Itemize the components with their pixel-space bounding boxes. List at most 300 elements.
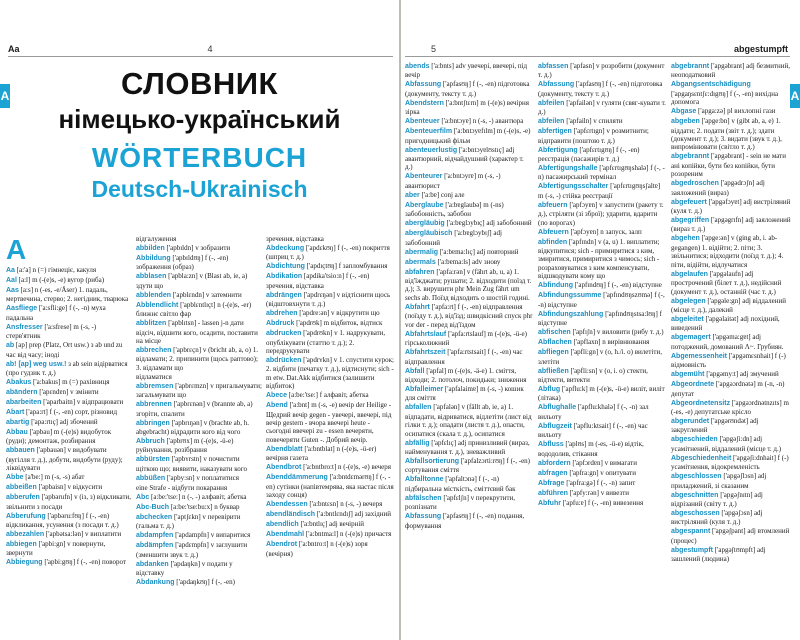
- header-rule: [8, 56, 393, 57]
- page-number-right: 5: [431, 44, 437, 54]
- dictionary-entry: [6, 473, 132, 482]
- entry-headword: Abfrage: [538, 479, 565, 487]
- dictionary-entry: [671, 179, 793, 197]
- dictionary-entry: [405, 229, 533, 247]
- dictionary-entry: [671, 370, 793, 379]
- dictionary-entry: [538, 459, 666, 468]
- entry-definition: ['a:bakus] m (=) рахівниця: [33, 378, 110, 387]
- entry-definition: ['a:bntɔyɐlʊstɪç] adj авантюрний, відчайдушний (характер т. д.): [405, 145, 524, 172]
- entry-headword: Abece: [266, 392, 288, 400]
- entry-headword: abbürsten: [136, 456, 170, 464]
- entry-headword: Ansfresser: [6, 323, 43, 331]
- dictionary-entry: [538, 127, 666, 145]
- entry-definition: ['apgəle:gn] adj віддалений (місце т. д.), далекий: [671, 296, 786, 314]
- entry-definition: [apdika'tsio:n] f (-, -en) зречення, відставка: [266, 272, 370, 290]
- entry-headword: abchecken: [136, 513, 173, 521]
- entry-definition: ['apbərufn] v (із, з) відкликати, звільнити з посади: [6, 493, 132, 511]
- dictionary-entry: [405, 117, 533, 126]
- entry-headword: ab: [6, 342, 15, 350]
- dictionary-entry: [671, 527, 793, 545]
- dictionary-entry: [136, 301, 262, 319]
- entry-headword: Abgeordnetensitz: [671, 399, 731, 407]
- entry-definition: ['a:bntlɪç] adj вечірній: [300, 520, 365, 529]
- entry-headword: Abendbrot: [266, 464, 302, 472]
- dictionary-entry: [136, 455, 262, 473]
- entry-headword: abfassen: [538, 63, 569, 70]
- entry-definition: ['apbrɛçn] v (bricht ab, a, o) 1. відламати; 2. припинити (щось раптово); 3. відламати що: [136, 346, 259, 372]
- entry-headword: abblasen: [136, 273, 167, 281]
- entry-headword: Abdeckung: [266, 245, 305, 252]
- entry-definition: ['apblɪtsn] - lassen j-n дати відсіч, відшити кого, осадити, поставити на місце: [136, 319, 258, 346]
- entry-headword: Abbe: [6, 474, 24, 482]
- dictionary-entry: [538, 310, 666, 328]
- entry-definition: ['apbɪldn] v зобразити: [166, 244, 231, 252]
- entry-definition: ['a:sfli:ge] f (-, -n) муха падальна: [6, 304, 106, 322]
- running-head-right: abgestumpft: [734, 44, 788, 54]
- dictionary-entry: [136, 503, 262, 512]
- entry-definition: ['apflu:khalə] f (-, -n) зал вильоту: [538, 403, 649, 421]
- entry-headword: Abdichtung: [266, 263, 305, 271]
- entry-headword: Aasfliege: [6, 305, 38, 313]
- dictionary-entry: [266, 319, 394, 328]
- entry-definition: ['apfy:rən] v вивезти: [569, 488, 630, 497]
- dictionary-entry: [671, 380, 793, 398]
- entry-definition: ['apfɛrtɪgn] v розмитнити; відправити (поштою т. д.): [538, 127, 649, 145]
- dictionary-entry: [6, 493, 132, 511]
- dictionary-entry: [266, 291, 394, 309]
- dictionary-entry: [136, 419, 262, 437]
- entry-headword: abbilden: [136, 245, 165, 252]
- dictionary-entry: [136, 346, 262, 372]
- entry-definition: ['apfailən] v гуляти (свяг-кувати т. д.): [538, 98, 666, 117]
- dictionary-entry: [405, 348, 533, 366]
- section-letter: A: [6, 234, 27, 265]
- entry-headword: Abfall: [405, 367, 425, 375]
- entry-headword: Abenteuer: [405, 118, 440, 126]
- dictionary-entry: [136, 493, 262, 502]
- dictionary-entry: [136, 531, 262, 540]
- entry-headword: abbeißen: [6, 484, 37, 492]
- entry-headword: abfallen: [405, 404, 432, 412]
- entry-headword: aber: [405, 191, 420, 199]
- dictionary-entry: [136, 484, 262, 492]
- entry-definition: ['apfɔyɐn] v запустити (ракету т. д.), стріляти (зі зброї); ударити, вдарити (по ворогах): [538, 200, 664, 227]
- entry-headword: Abfluss: [538, 441, 564, 449]
- dictionary-entry: [538, 328, 666, 337]
- entry-definition: ['apfɔrdɐn] v вимагати: [572, 458, 637, 467]
- entry-definition: ['a:bntdɛmərʊŋ] f (-, -en) сутінки (напівтемрява, яка настає після заходу сонця): [266, 473, 394, 500]
- dictionary-entry: [405, 146, 533, 172]
- entry-definition: з ab sein відірватися (про гудзик т. д.): [6, 359, 128, 378]
- dictionary-entry: [671, 509, 793, 527]
- entry-headword: Abfertigungsschalter: [538, 183, 609, 191]
- entry-headword: abenteuerlustig: [405, 146, 458, 154]
- dictionary-entry: [6, 530, 132, 539]
- entry-headword: abgelegen: [671, 297, 706, 305]
- dictionary-entry: [266, 530, 394, 539]
- entry-headword: abbrechen: [136, 347, 172, 355]
- dictionary-entry: [405, 403, 533, 438]
- entry-definition: ['apfɪndʊŋszʊmə] f (-, -n) відступне: [538, 291, 665, 309]
- entry-definition: ['apbrɛnən] v (brannte ab, a) згоріти, спалити: [136, 400, 253, 418]
- title-ua-line2: німецько-український: [58, 104, 341, 134]
- dictionary-entry: [671, 546, 793, 564]
- dictionary-entry: [136, 382, 262, 400]
- entry-headword: abgebrannt: [671, 153, 710, 161]
- entry-headword: Abendblatt: [266, 445, 303, 453]
- dictionary-entry: [405, 258, 533, 267]
- dictionary-entry: [538, 367, 666, 385]
- dictionary-entry: [405, 201, 533, 219]
- entry-definition: ['apgəma:gɐt] adj потоджений, домований Λ~. Грубиян.: [671, 333, 784, 351]
- entry-definition: ['apbau] m (-(e)s) видобуток (руди); демонтаж, розбирання: [6, 428, 112, 446]
- dictionary-entry: [671, 472, 793, 490]
- entry-definition: ['a:bɐglaubə] m (-ns) забобонність, забобон: [405, 200, 504, 219]
- entry-definition: ['a:bɐma:lɪç] adj повторний: [439, 247, 519, 256]
- entry-definition: ['a:bntɛsn] n (-s, -) вечеря: [309, 500, 383, 509]
- dictionary-entry: [6, 360, 132, 378]
- dictionary-entry: [266, 244, 394, 262]
- entry-headword: abdrehen: [266, 310, 298, 318]
- entry-headword: abgebrannt: [671, 63, 710, 70]
- dictionary-entry: [6, 378, 132, 387]
- entry-headword: Abakus: [6, 379, 32, 387]
- entry-definition: ['apgəbrant] - sein не мати ані копійки, бути без копійки, бути розореним: [671, 152, 786, 179]
- entry-headword: abbezahlen: [6, 531, 45, 539]
- dictionary-entry: [671, 333, 793, 351]
- entry-definition: ['a:bɐglɔybɪç] adj забобонний: [446, 219, 532, 228]
- dictionary-entry: [136, 319, 262, 345]
- dictionary-entry: [538, 117, 666, 126]
- dictionary-entry: [405, 385, 533, 403]
- dictionary-entry: [136, 578, 262, 587]
- entry-headword: Abdankung: [136, 579, 175, 587]
- dictionary-entry: [405, 80, 533, 98]
- dictionary-entry: [266, 540, 394, 558]
- entry-definition: ['apbi:gn] v повернути, звернути: [6, 540, 106, 558]
- dictionary-entry: [136, 254, 262, 272]
- entry-definition: ['apɛndɐn] v змінити: [39, 388, 99, 397]
- entry-definition: ['apfli:sn] v (o, i. o) стекти, відтекти, витекти: [538, 366, 648, 384]
- entry-headword: Abfalltonne: [405, 476, 444, 484]
- entry-definition: ['apbətsa:lən] v виплатити: [45, 530, 122, 539]
- entry-definition: ['apfɔyɐn] n запуск, залп: [570, 227, 642, 236]
- entry-definition: ['apgəmɛsnhait] f (-) відмовність: [671, 351, 786, 370]
- dictionary-entry: [538, 281, 666, 290]
- dictionary-entry: [266, 520, 394, 529]
- entry-definition: ['a:bntɔyrɐ] m (-s, -) авантюрист: [405, 172, 501, 190]
- entry-definition: eine Strafe - відбути покарання: [136, 483, 228, 492]
- dictionary-entry: [136, 560, 262, 578]
- entry-definition: ['apbɪldʊŋ] f (-, -en) зображення (образ): [136, 254, 229, 272]
- entry-definition: ['apdrʊk] m відбиток, відтиск: [296, 319, 383, 328]
- header-rule: [405, 56, 790, 57]
- entry-headword: Abfertigung: [538, 146, 578, 154]
- entry-definition: ['apge:bn] v (gibt ab, a, e) 1. віддати; 2. подати (звіт т. д.); здати (документ т. д.); 3. видати (звук т. д.), випромінювати (світло т. д.): [671, 117, 782, 152]
- entry-headword: Abgangsentschädigung: [671, 81, 751, 89]
- entry-headword: abgeben: [671, 118, 700, 126]
- entry-definition: [ap] prep (Platz, Ort usw.) з ab und zu час від часу; іноді: [6, 341, 123, 359]
- dictionary-entry: [538, 182, 666, 200]
- entry-headword: Aal: [6, 277, 17, 284]
- dictionary-entry: [136, 373, 262, 381]
- entry-definition: ['apfra:gn] v опитувати: [569, 468, 636, 477]
- entry-definition: ['apdrʊkn] v 1. надрукувати, опублікувати (статтю т. д.); 2. передрукувати: [266, 329, 386, 356]
- entry-headword: abgeleitet: [671, 315, 704, 323]
- entry-headword: abgerundet: [671, 417, 710, 425]
- entry-definition: ['apflu:k] m (-(e)s, -ü-e) виліт, виліт (літака): [538, 384, 665, 403]
- entry-headword: abgestumpft: [671, 546, 713, 554]
- entry-definition: ['apgəfɔyɐt] adj вистріляний (куля т. д.): [671, 197, 791, 216]
- left-page: [0, 0, 399, 640]
- thumb-tab-left[interactable]: A: [0, 84, 10, 108]
- entry-headword: Aa: [6, 267, 15, 274]
- entry-headword: abfordern: [538, 459, 571, 467]
- thumb-tab-right[interactable]: A: [790, 84, 800, 108]
- dictionary-entry: [538, 338, 666, 347]
- entry-definition: ['apfɛrtɪgʊŋsʃaltɐ] m (-s, -) стійка реєстрації: [538, 182, 661, 200]
- dictionary-entry: [671, 216, 793, 234]
- entry-headword: Abfindungszahlung: [538, 310, 604, 318]
- dictionary-entry: [538, 146, 666, 164]
- entry-headword: Abendrot: [266, 541, 298, 549]
- dictionary-entry: [266, 473, 394, 499]
- dictionary-entry: [136, 474, 262, 483]
- entry-headword: Abblendlicht: [136, 301, 179, 309]
- entry-headword: abfeilen: [538, 99, 565, 107]
- entry-definition: ['apflaxn] n вирівнювання: [573, 338, 650, 347]
- entry-headword: Abfassung: [405, 513, 442, 521]
- entry-headword: abgeschossen: [671, 509, 720, 517]
- entry-definition: ['apfalən] v (fällt ab, ie, a) 1. відпадати, відриватися, відлетіти (лист від гілки т. д.); опадати (листя т. д.), опасти, осипатися (скала т. д.), осипатися: [405, 403, 532, 438]
- entry-headword: abgelaufen: [671, 270, 708, 278]
- entry-headword: abblenden: [136, 291, 172, 299]
- right-page: [401, 0, 800, 640]
- entry-definition: ['apbauən] v видобувати (вугілля т. д.), добути, видобути (руду); ліквідувати: [6, 446, 123, 473]
- entry-headword: Abgase: [671, 108, 697, 116]
- entry-definition: ['apfasʊŋ] f (-, -en) підготовка (документу, тексту т. д.): [405, 80, 530, 98]
- entry-definition: ['apbəru:fʊŋ] f (-, -en) відкликання, усунення (з посади т. д.): [6, 511, 119, 530]
- dictionary-entry: [6, 558, 132, 567]
- entry-headword: Abberufung: [6, 512, 46, 520]
- entry-definition: ['apgəɔrdnətə] m (-n, -n) депутат: [671, 380, 785, 398]
- dictionary-entry: [6, 388, 132, 397]
- entry-definition: ['a:bntma:l] n (-(e)s) причастя: [305, 530, 392, 539]
- entry-headword: Abflug: [538, 385, 561, 393]
- entry-definition: ['apfɛrtɪgʊŋ] f (-, -en) реєстрація (пасажирів т. д.): [538, 145, 640, 164]
- entry-definition: ['apdaŋkʊŋ] f (-, -en): [176, 578, 235, 587]
- dictionary-entry: [6, 304, 132, 322]
- entry-definition: ['apgəlaitət] adj похідний, виведений: [671, 314, 780, 333]
- entry-headword: Abflughalle: [538, 404, 577, 412]
- entry-headword: Abfallsortierung: [405, 457, 460, 465]
- entry-headword: Abgeschiedenheit: [671, 454, 732, 462]
- dictionary-entry: [538, 201, 666, 227]
- entry-headword: Abenddämmerung: [266, 474, 328, 482]
- dictionary-entry: [671, 198, 793, 216]
- entry-headword: abfliegen: [538, 349, 569, 357]
- dictionary-entry: [6, 398, 132, 407]
- entry-definition: [a:be:'tse:bu:x] n буквар: [170, 502, 240, 511]
- entry-definition: ['apdaŋkn] v подати у відставку: [136, 559, 233, 578]
- entry-headword: Abgemessenheit: [671, 352, 728, 360]
- entry-headword: abfinden: [538, 238, 568, 246]
- entry-headword: abbauen: [6, 447, 35, 455]
- dictionary-column: [136, 235, 262, 635]
- dictionary-entry: [136, 513, 262, 531]
- dictionary-entry: [405, 457, 533, 475]
- page-number-left: 4: [207, 44, 213, 54]
- entry-definition: ['apfal] m (-(e)s, -ä-e) 1. сміття, відходи; 2. потолоч, покидьки; зниження: [405, 366, 527, 384]
- entry-definition: ['apgəbrant] adj безмитний, неоподатковий: [671, 62, 790, 80]
- dictionary-entry: [136, 235, 262, 243]
- entry-headword: abfließen: [538, 367, 569, 375]
- entry-definition: ['apbrʊx] m (-(e)s, -ü-e) руйнування, розібрання: [136, 437, 234, 455]
- dictionary-entry: [266, 262, 394, 271]
- dictionary-entry: [405, 127, 533, 145]
- entry-headword: abgegriffen: [671, 217, 710, 225]
- entry-definition: ['apblɛntlɪçt] n (-(e)s, -er) ближнє світло фар: [136, 300, 252, 319]
- entry-definition: ['apfɪndʊŋstsa:lʊŋ] f відступне: [538, 309, 662, 328]
- dictionary-entry: [266, 235, 394, 243]
- dictionary-entry: [671, 297, 793, 315]
- entry-headword: abfeilen: [538, 118, 565, 126]
- dictionary-entry: [538, 348, 666, 366]
- entry-definition: ['apgəɔrdnətnzɪts] m (-es, -e) депутатське крісло: [671, 398, 789, 416]
- dictionary-column: [6, 235, 132, 635]
- entry-definition: ['apfɪndn] v (a, u) 1. виплатити; відкупитися; sich - примиритися з ким, змиритися, примиритися з чимось; sich - розраховуватися з ким компенсувати, відшкодувати кому що: [538, 237, 660, 281]
- entry-definition: ['aptʃɛkn] v перевірити (гальма т. д.): [136, 512, 241, 531]
- entry-definition: ['apfli:gn] v (o, h./i. o) вилетіти, злетіти: [538, 348, 662, 366]
- entry-definition: ['apfailn] v спиляти: [566, 117, 623, 126]
- dictionary-entry: [6, 323, 132, 341]
- dictionary-entry: [538, 291, 666, 309]
- entry-headword: Abc: [136, 493, 150, 501]
- entry-definition: ['a:bntɔyɐ] n (-s, -) авантюра: [441, 117, 524, 126]
- dictionary-entry: [136, 400, 262, 418]
- dictionary-entry: [538, 403, 666, 421]
- dictionary-entry: [538, 62, 666, 80]
- entry-definition: ['apfa:rt] f (-, -en) відправлення (поїзду т. д.), від'їзд; швидкісний спуск phr vor der - перед від'їздом: [405, 302, 533, 329]
- dictionary-entry: [136, 272, 262, 290]
- entry-definition: ['apfɛlʃn] v перекрутити, розпізнати: [405, 493, 516, 512]
- dictionary-entry: [671, 152, 793, 178]
- entry-definition: ['apflu:ktsait] f (-, -en) час вильоту: [538, 421, 648, 440]
- entry-headword: Abendessen: [266, 501, 308, 509]
- entry-headword: abgeschieden: [671, 436, 718, 444]
- dictionary-entry: [6, 266, 132, 275]
- dictionary-entry: [266, 356, 394, 391]
- entry-definition: ['apgəʃɔsn] adj вистріляний (куля т. д.): [671, 508, 763, 527]
- entry-definition: ['apdrʏkn] v 1. спустити курок; 2. відбити (печатку т. д.), відтиснути; sich - m etw. Dat.Akk відбитися (залишити відбиток): [266, 356, 394, 391]
- entry-definition: ['apfaltɔnə] f (-, -n) підбиральна місткість, сміттєвий бак: [405, 475, 516, 493]
- entry-headword: abgeschnitten: [671, 491, 719, 499]
- dictionary-entry: [671, 491, 793, 509]
- entry-headword: Abfassung: [405, 81, 442, 89]
- entry-headword: Abfeuern: [538, 228, 569, 236]
- entry-definition: ['apbrɪŋən] v (brachte ab, h. abgebracht) відрадити кого від чого: [136, 418, 250, 437]
- entry-definition: ['apblɛndn] v затемнити: [172, 290, 242, 299]
- entry-definition: ['apdre:ən] v відкрутити що: [299, 309, 380, 318]
- entry-headword: Abfahrt: [405, 303, 430, 311]
- entry-definition: ['a:bntbro:t] n (-(e)s, -e) вечеря: [303, 463, 391, 472]
- dictionary-entry: [6, 276, 132, 285]
- dictionary-entry: [671, 315, 793, 333]
- dictionary-entry: [266, 309, 394, 318]
- entry-definition: ['apfɛlɪç] adj принизливий (вираз, найменування т. д.), зневажливий: [405, 438, 530, 456]
- dictionary-entry: [538, 238, 666, 281]
- title-de-line2: Deutsch-Ukrainisch: [91, 176, 308, 202]
- entry-headword: Abbiegung: [6, 559, 43, 567]
- dictionary-entry: [405, 219, 533, 228]
- entry-definition: ['apbi:gʊŋ] f (-, -en) поворот: [44, 558, 127, 567]
- dictionary-entry: [671, 352, 793, 370]
- entry-definition: ['apdɛmpfn] v заглушити (зменшити звук т. д.): [136, 541, 248, 559]
- dictionary-entry: [538, 164, 666, 182]
- entry-definition: ['apgəʃlɔsn] adj приладжений, зі сказаним: [671, 472, 767, 490]
- dictionary-entry: [6, 341, 132, 359]
- entry-definition: ['apgaŋsɛntʃɛ:dɪgʊŋ] f (-, -en) вихідна допомога: [671, 89, 779, 107]
- dictionary-entry: [6, 418, 132, 427]
- entry-headword: Abfassung: [538, 81, 575, 89]
- dictionary-entry: [538, 499, 666, 508]
- entry-definition: ['apgərʊndət] adj закруглений: [671, 416, 759, 435]
- entry-headword: Abflachen: [538, 339, 572, 347]
- entry-headword: abdrängen: [266, 291, 302, 299]
- entry-headword: Abbildung: [136, 255, 171, 262]
- entry-definition: ['apgəʃnɪtn] adj відрізаний (світу т. д.): [671, 490, 763, 508]
- entry-headword: abdampfen: [136, 532, 174, 540]
- entry-headword: abendländisch: [266, 511, 316, 519]
- dictionary-entry: [671, 399, 793, 417]
- entry-headword: abbremsen: [136, 382, 174, 390]
- dictionary-entry: [405, 494, 533, 512]
- entry-headword: Abenteuerfilm: [405, 128, 453, 136]
- entry-definition: ['apfasʊŋ] f (-, -en) підготовка (документу, тексту т. д.): [538, 80, 663, 98]
- entry-headword: Abgeordnete: [671, 381, 715, 389]
- dictionary-entry: [405, 367, 533, 385]
- entry-definition: ['apdampfn] v випаритися: [175, 531, 251, 540]
- dictionary-entry: [538, 469, 666, 478]
- entry-definition: ['apfalzɔrti:rʊŋ] f (-, -en) сортування сміття: [405, 456, 531, 475]
- entry-definition: [a:l] m (-(e)s, -e) вугор (риба): [18, 276, 105, 284]
- entry-headword: abermalig: [405, 248, 439, 256]
- entry-definition: ['apfa:rən] v (fährt ab, u, a) 1. від'їжджати; рушати; 2. відходити (поїзд т. д.); 3. вирушити phr Mein Zug fährt um sechs ab. Поїзд відходить о шостій годині.: [405, 267, 532, 302]
- entry-definition: ['aparbaitn] v відпрацювати: [43, 398, 124, 407]
- entry-definition: ['apfɪndʊŋ] f (-, -en) відступне: [574, 281, 662, 290]
- entry-headword: abführen: [538, 489, 568, 497]
- dictionary-entry: [671, 454, 793, 472]
- dictionary-entry: [266, 510, 394, 519]
- entry-definition: ['apgəʃtʊmpft] adj зашлений (людина): [671, 545, 766, 564]
- entry-headword: abergläubisch: [405, 230, 453, 238]
- entry-headword: abbrennen: [136, 401, 172, 409]
- dictionary-entry: [405, 62, 533, 80]
- entry-headword: Abdikation: [266, 273, 303, 281]
- entry-headword: abfischen: [538, 329, 571, 337]
- dictionary-entry: [6, 483, 132, 492]
- entry-definition: ['apgəlaufn] adj прострочений (білет т. д.), недійсний (документ т. д.), останній (час т. д.): [671, 269, 782, 296]
- dictionary-entry: [538, 440, 666, 458]
- entry-definition: ['apbrɛmzn] v пригальмувати; загальмувати що: [136, 381, 262, 400]
- dictionary-entry: [6, 408, 132, 417]
- entry-headword: Abend: [266, 402, 288, 410]
- entry-definition: ['apfu:ɐ] f (-, -en) вивезення: [562, 498, 644, 507]
- entry-definition: ['apfalaimɐ] m (-s, -) кошик для сміття: [405, 384, 524, 403]
- entry-headword: abgemagert: [671, 334, 711, 342]
- dictionary-entry: [671, 80, 793, 106]
- entry-headword: ab! [ap] weg usw.!: [6, 360, 67, 368]
